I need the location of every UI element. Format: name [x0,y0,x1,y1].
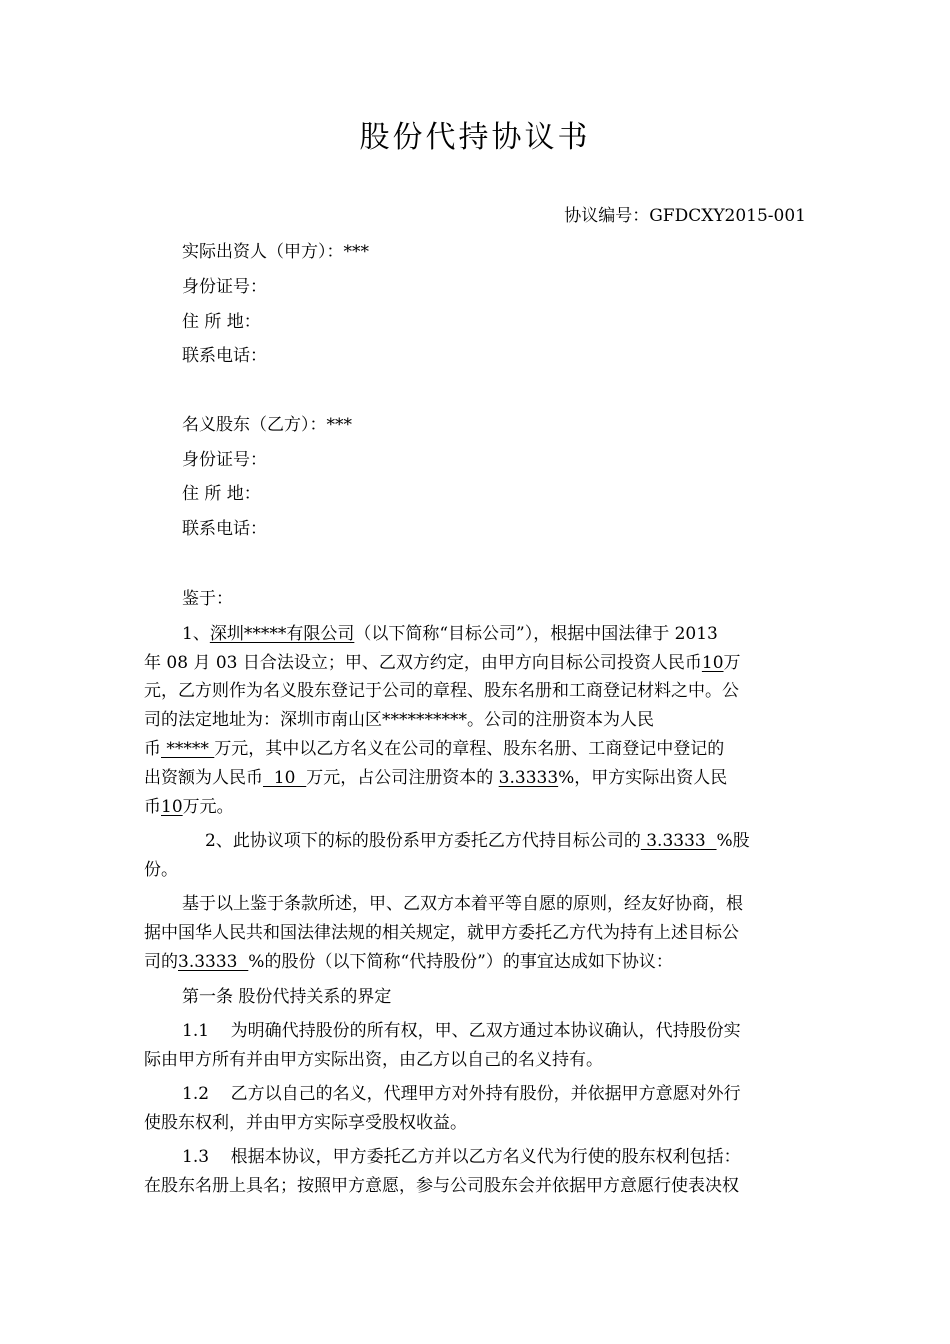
investment-amount: 10 [701,653,724,673]
recital-2-line-1 [205,829,750,853]
party-a-address-label: 住 所 地： [182,312,261,332]
recital-1-text: 万 [723,653,741,673]
clause-1-1-line-2: 际由甲方所有并由甲方实际出资，由乙方以自己的名义持有。 [144,1050,603,1070]
recital-1-text: 出资额为人民币 [144,768,263,788]
clause-1-2-line-2: 使股东权利，并由甲方实际享受股权收益。 [144,1113,467,1133]
basis-text: 司的 [144,952,178,972]
basis-line-2: 据中国华人民共和国法律法规的相关规定，就甲方委托乙方代为持有上述目标公 [144,923,739,943]
recital-2-line-2: 份。 [144,860,178,880]
party-b-label: 名义股东（乙方）：*** [182,415,352,435]
recital-1-line-7 [144,795,234,819]
share-percentage: 3.3333 [498,768,559,788]
clause-1-3-line-2: 在股东名册上具名；按照甲方意愿，参与公司股东会并依据甲方意愿行使表决权 [144,1176,739,1196]
recital-1-line-5 [144,737,724,761]
recital-1-text: 万元，其中以乙方名义在公司的章程、股东名册、工商登记中登记的 [214,739,725,759]
basis-share-percentage: 3.3333 [178,952,249,972]
agreement-number: 协议编号：GFDCXY2015-001 [564,206,806,226]
basis-line-3 [144,950,673,974]
party-a-label: 实际出资人（甲方）：*** [182,242,369,262]
recital-1-text: 万元，占公司注册资本的 [306,768,494,788]
target-company-name: 深圳*****有限公司 [209,624,355,644]
recitals-heading: 鉴于： [182,589,233,609]
recital-1-line-4: 司的法定地址为：深圳市南山区**********。公司的注册资本为人民 [144,710,654,730]
clause-1-2-line-1: 1.2 乙方以自己的名义，代理甲方对外持有股份，并依据甲方意愿对外行 [182,1084,741,1104]
recital-1-text: 币 [144,797,161,817]
party-b-id-label: 身份证号： [182,450,267,470]
held-share-percentage: 3.3333 [640,831,717,851]
registered-contribution-amount: 10 [263,768,307,788]
party-b-address-label: 住 所 地： [182,484,261,504]
party-b-phone-label: 联系电话： [182,519,267,539]
recital-1-text: 万元。 [182,797,234,817]
basis-text: %的股份（以下简称“代持股份”）的事宜达成如下协议： [248,952,673,972]
clause-1-1-line-1: 1.1 为明确代持股份的所有权，甲、乙双方通过本协议确认，代持股份实 [182,1021,741,1041]
party-a-phone-label: 联系电话： [182,346,267,366]
recital-2-text: 2、此协议项下的标的股份系甲方委托乙方代持目标公司的 [205,831,641,851]
recital-1-number: 1、 [182,624,210,644]
party-a-id-label: 身份证号： [182,277,267,297]
article-1-heading: 第一条 股份代持关系的界定 [182,987,392,1007]
clause-1-3-line-1: 1.3 根据本协议，甲方委托乙方并以乙方名义代为行使的股东权利包括： [182,1147,741,1167]
recital-1-line-6 [144,766,727,790]
recital-1-text: 币 [144,739,161,759]
recital-1-text: %，甲方实际出资人民 [558,768,728,788]
recital-1-line-3: 元，乙方则作为名义股东登记于公司的章程、股东名册和工商登记材料之中。公 [144,681,739,701]
recital-1-line-1 [182,622,718,646]
document-title: 股份代持协议书 [359,120,591,155]
recital-2-text: %股 [716,831,750,851]
basis-line-1: 基于以上鉴于条款所述，甲、乙双方本着平等自愿的原则，经友好协商，根 [182,894,743,914]
recital-1-line-2 [144,651,741,675]
recital-1-text: 年 08 月 03 日合法设立；甲、乙双方约定，由甲方向目标公司投资人民币 [144,653,702,673]
actual-contribution-amount: 10 [161,797,183,817]
recital-1-text: （以下简称“目标公司”），根据中国法律于 2013 [354,624,718,644]
registered-capital-amount: ***** [161,739,215,759]
